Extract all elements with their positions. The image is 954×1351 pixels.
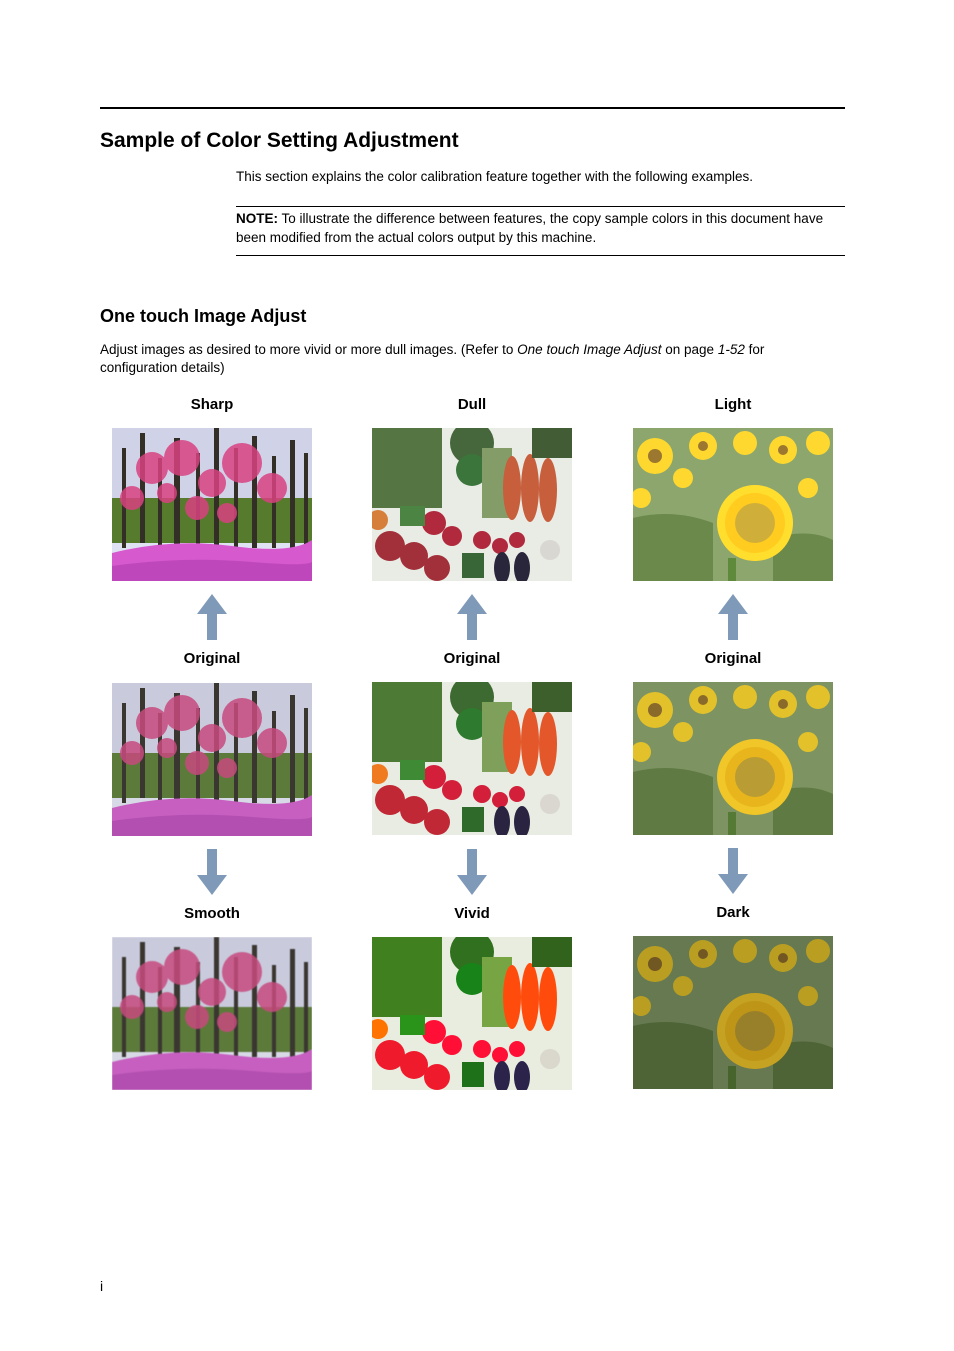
arrow-up-icon bbox=[197, 594, 227, 640]
note-text: To illustrate the difference between features, the copy sample colors in this document have been modified from the actual colors output by this machine. bbox=[236, 211, 824, 245]
sample-image-dull bbox=[372, 428, 572, 581]
arrow-up-icon bbox=[718, 594, 748, 640]
label-original-3: Original bbox=[704, 650, 762, 667]
sample-image-light bbox=[633, 428, 833, 581]
note-box bbox=[236, 206, 845, 256]
label-sharp: Sharp bbox=[190, 396, 234, 413]
arrow-down-icon bbox=[197, 849, 227, 895]
para-ref: One touch Image Adjust bbox=[517, 342, 662, 357]
label-smooth: Smooth bbox=[184, 905, 240, 922]
note-label: NOTE: bbox=[236, 211, 278, 226]
page-title: Sample of Color Setting Adjustment bbox=[100, 129, 459, 152]
intro-text: This section explains the color calibration feature together with the following examples. bbox=[236, 169, 754, 184]
para-suffix: for configuration details) bbox=[100, 342, 765, 375]
sample-image-original-2 bbox=[372, 682, 572, 835]
sample-image-original-1 bbox=[112, 683, 312, 836]
sample-image-dark bbox=[633, 936, 833, 1089]
para-mid: on page bbox=[661, 342, 718, 357]
section-heading: One touch Image Adjust bbox=[100, 306, 307, 326]
label-original-1: Original bbox=[183, 650, 241, 667]
sample-image-original-3 bbox=[633, 682, 833, 835]
arrow-down-icon bbox=[457, 849, 487, 895]
label-original-2: Original bbox=[443, 650, 501, 667]
section-paragraph bbox=[100, 341, 845, 377]
page-number: i bbox=[100, 1278, 104, 1294]
top-rule bbox=[100, 107, 845, 109]
arrow-down-icon bbox=[718, 848, 748, 894]
para-prefix: Adjust images as desired to more vivid or more dull images. (Refer to bbox=[100, 342, 518, 357]
label-dull: Dull bbox=[457, 396, 487, 413]
sample-image-vivid bbox=[372, 937, 572, 1090]
para-page: 1-52 bbox=[717, 342, 745, 357]
sample-image-smooth bbox=[112, 937, 312, 1090]
arrow-up-icon bbox=[457, 594, 487, 640]
sample-image-sharp bbox=[112, 428, 312, 581]
label-dark: Dark bbox=[716, 904, 750, 921]
label-vivid: Vivid bbox=[454, 905, 490, 922]
label-light: Light bbox=[714, 396, 752, 413]
